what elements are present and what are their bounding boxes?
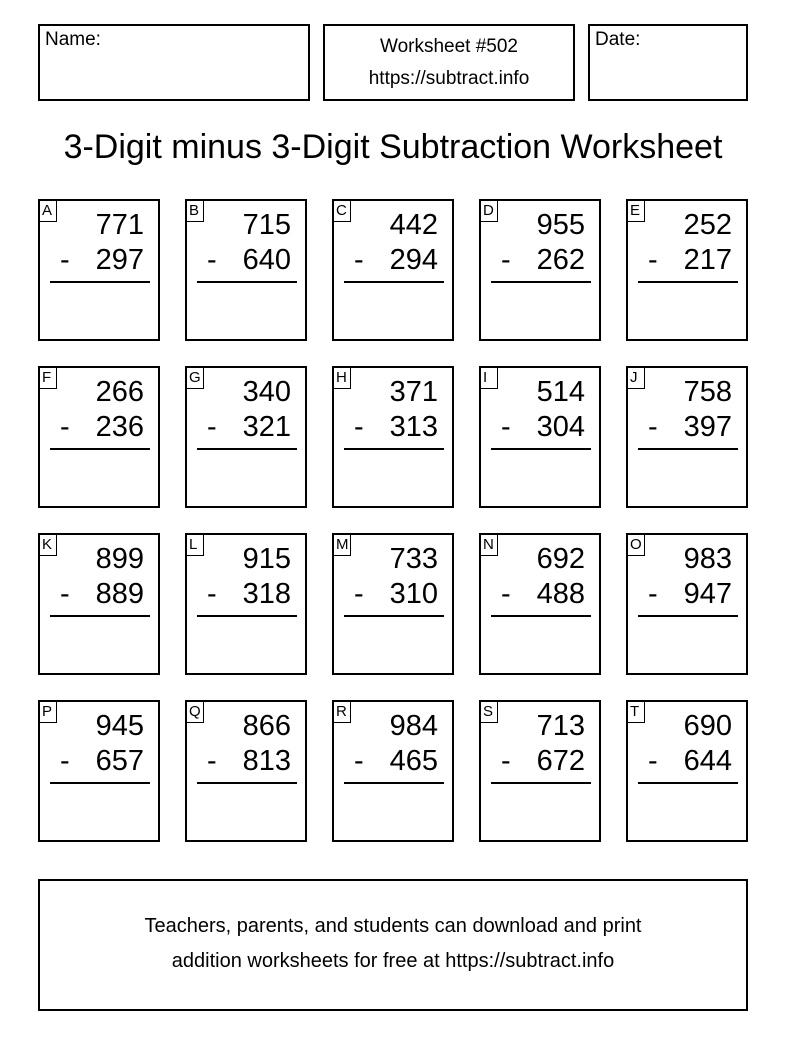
problem-card-l [185,533,307,675]
problem-letter: J [628,368,645,389]
minuend: 899 [95,543,144,575]
subtrahend: 262 [536,244,585,276]
minus-sign: - [207,411,217,443]
answer-line [50,782,150,784]
page-title: 3-Digit minus 3-Digit Subtraction Worksheet [63,128,723,166]
subtrahend: 813 [242,745,291,777]
worksheet-number: Worksheet #502 [379,36,518,57]
problem-card-o [626,533,748,675]
minuend: 252 [683,209,732,241]
problem-letter: R [334,702,351,723]
minus-sign: - [354,578,364,610]
problem-letter: M [334,535,351,556]
subtrahend: 644 [683,745,732,777]
minuend: 758 [683,376,732,408]
problem-letter: T [628,702,645,723]
subtrahend: 318 [242,578,291,610]
minus-sign: - [501,244,511,276]
name-label: Name: [45,29,101,50]
minuend: 514 [536,376,585,408]
problem-card-t [626,700,748,842]
problem-letter: A [40,201,57,222]
problem-letter: D [481,201,498,222]
answer-line [197,281,297,283]
minus-sign: - [354,411,364,443]
minuend: 371 [389,376,438,408]
problem-letter: I [481,368,498,389]
minuend: 713 [536,710,585,742]
problem-card-k [38,533,160,675]
subtrahend: 947 [683,578,732,610]
minus-sign: - [207,244,217,276]
minuend: 945 [95,710,144,742]
minuend: 690 [683,710,732,742]
problem-letter: P [40,702,57,723]
problem-card-i [479,366,601,508]
problem-card-a [38,199,160,341]
minus-sign: - [501,411,511,443]
subtrahend: 488 [536,578,585,610]
problem-letter: N [481,535,498,556]
subtrahend: 304 [536,411,585,443]
problem-card-h [332,366,454,508]
minus-sign: - [501,578,511,610]
minus-sign: - [648,244,658,276]
minus-sign: - [501,745,511,777]
problem-card-e [626,199,748,341]
problem-card-g [185,366,307,508]
subtrahend: 640 [242,244,291,276]
minus-sign: - [354,745,364,777]
answer-line [491,615,591,617]
minus-sign: - [648,578,658,610]
minuend: 955 [536,209,585,241]
minuend: 266 [95,376,144,408]
minuend: 984 [389,710,438,742]
minuend: 866 [242,710,291,742]
answer-line [197,615,297,617]
problem-letter: G [187,368,204,389]
minus-sign: - [60,578,70,610]
problem-card-r [332,700,454,842]
subtrahend: 321 [242,411,291,443]
answer-line [638,281,738,283]
subtrahend: 217 [683,244,732,276]
answer-line [638,782,738,784]
answer-line [50,448,150,450]
problem-letter: K [40,535,57,556]
answer-line [197,448,297,450]
worksheet-url: https://subtract.info [368,68,530,89]
problem-letter: F [40,368,57,389]
minuend: 340 [242,376,291,408]
minus-sign: - [60,745,70,777]
minus-sign: - [354,244,364,276]
problem-letter: B [187,201,204,222]
problem-card-f [38,366,160,508]
minus-sign: - [648,411,658,443]
answer-line [638,448,738,450]
subtrahend: 236 [95,411,144,443]
answer-line [344,281,444,283]
problem-card-c [332,199,454,341]
minus-sign: - [207,578,217,610]
minuend: 442 [389,209,438,241]
minuend: 771 [95,209,144,241]
problem-letter: S [481,702,498,723]
subtrahend: 310 [389,578,438,610]
subtrahend: 657 [95,745,144,777]
footer-line-2: addition worksheets for free at https://subtract.info [171,950,615,972]
answer-line [344,448,444,450]
problem-letter: O [628,535,645,556]
subtrahend: 294 [389,244,438,276]
subtrahend: 889 [95,578,144,610]
subtrahend: 313 [389,411,438,443]
name-field-box[interactable] [38,24,310,101]
problem-card-q [185,700,307,842]
footer-line-1: Teachers, parents, and students can download and print [144,915,642,937]
answer-line [491,782,591,784]
answer-line [491,281,591,283]
date-field-box[interactable] [588,24,748,101]
minus-sign: - [207,745,217,777]
minus-sign: - [60,411,70,443]
subtrahend: 397 [683,411,732,443]
subtrahend: 297 [95,244,144,276]
minuend: 733 [389,543,438,575]
problem-letter: C [334,201,351,222]
problem-card-d [479,199,601,341]
minus-sign: - [648,745,658,777]
subtrahend: 465 [389,745,438,777]
minuend: 915 [242,543,291,575]
problem-letter: E [628,201,645,222]
minuend: 983 [683,543,732,575]
minuend: 692 [536,543,585,575]
problem-card-s [479,700,601,842]
problem-letter: L [187,535,204,556]
footer-box [38,879,748,1011]
answer-line [197,782,297,784]
answer-line [638,615,738,617]
date-label: Date: [595,29,641,50]
minus-sign: - [60,244,70,276]
answer-line [344,615,444,617]
answer-line [344,782,444,784]
worksheet-info-box [323,24,575,101]
answer-line [50,281,150,283]
problem-card-b [185,199,307,341]
subtrahend: 672 [536,745,585,777]
problem-card-p [38,700,160,842]
answer-line [491,448,591,450]
answer-line [50,615,150,617]
problem-letter: H [334,368,351,389]
problem-card-m [332,533,454,675]
problem-card-j [626,366,748,508]
problem-card-n [479,533,601,675]
problem-letter: Q [187,702,204,723]
minuend: 715 [242,209,291,241]
